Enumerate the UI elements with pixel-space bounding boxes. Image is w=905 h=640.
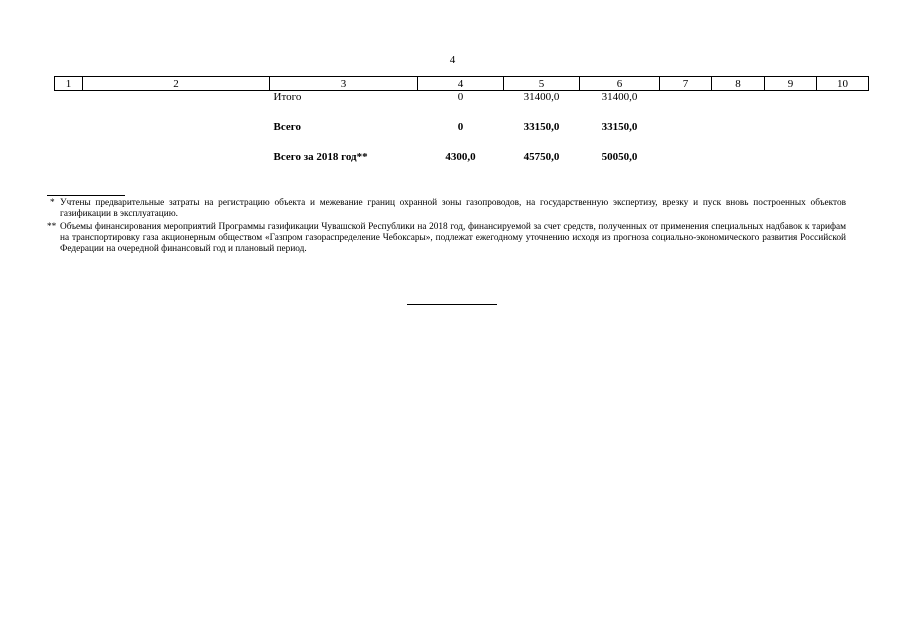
- footnote-divider: [47, 195, 125, 196]
- cell-col6: 33150,0: [601, 121, 638, 133]
- column-numbers-row: [55, 77, 869, 91]
- column-header: 3: [270, 77, 418, 91]
- table-row-vsego: [55, 121, 869, 133]
- cell-col6: 50050,0: [601, 151, 638, 163]
- row-label: Итого: [273, 91, 302, 103]
- financing-table: [54, 76, 869, 163]
- row-label: Всего: [273, 121, 301, 133]
- cell-col4: 4300,0: [445, 151, 476, 163]
- column-header: 7: [660, 77, 712, 91]
- column-header: 6: [580, 77, 660, 91]
- cell-col5: 31400,0: [523, 91, 560, 103]
- column-header: 10: [817, 77, 869, 91]
- row-label: Всего за 2018 год**: [273, 151, 368, 163]
- page-number: 4: [449, 54, 456, 66]
- column-header: 2: [83, 77, 270, 91]
- table-row-vsego-2018: [55, 151, 869, 163]
- footnote-mark: *: [50, 198, 55, 208]
- table-row-itogo: [55, 91, 869, 104]
- column-header: 9: [765, 77, 817, 91]
- column-header: 8: [712, 77, 765, 91]
- footnote-2: [47, 222, 846, 255]
- column-header: 5: [504, 77, 580, 91]
- footnote-text: Учтены предварительные затраты на регистрацию объекта и межевание границ охранной зоны газопроводов, на государственную экспертизу, врезку и пуск вновь построенных объектов газификации в эксплуатацию.: [60, 198, 846, 219]
- cell-col5: 45750,0: [523, 151, 560, 163]
- column-header: 1: [55, 77, 83, 91]
- cell-col4: 0: [457, 91, 464, 103]
- footnote-text: Объемы финансирования мероприятий Программы газификации Чувашской Республики на 2018 год, финансируемой за счет средств, полученных от применения специальных надбавок к тарифам на транспортировку газа акционерным обществом «Газпром газораспределение Чебоксары», подлежат ежегодному уточнению исходя из прогноза социально-экономического развития Российской Федерации на очередной финансовый год и плановый период.: [60, 222, 846, 254]
- footnote-mark: **: [47, 222, 57, 232]
- cell-col4: 0: [457, 121, 464, 133]
- column-header: 4: [418, 77, 504, 91]
- end-divider: [407, 304, 497, 305]
- cell-col5: 33150,0: [523, 121, 560, 133]
- cell-col6: 31400,0: [601, 91, 638, 103]
- footnote-1: [47, 198, 846, 220]
